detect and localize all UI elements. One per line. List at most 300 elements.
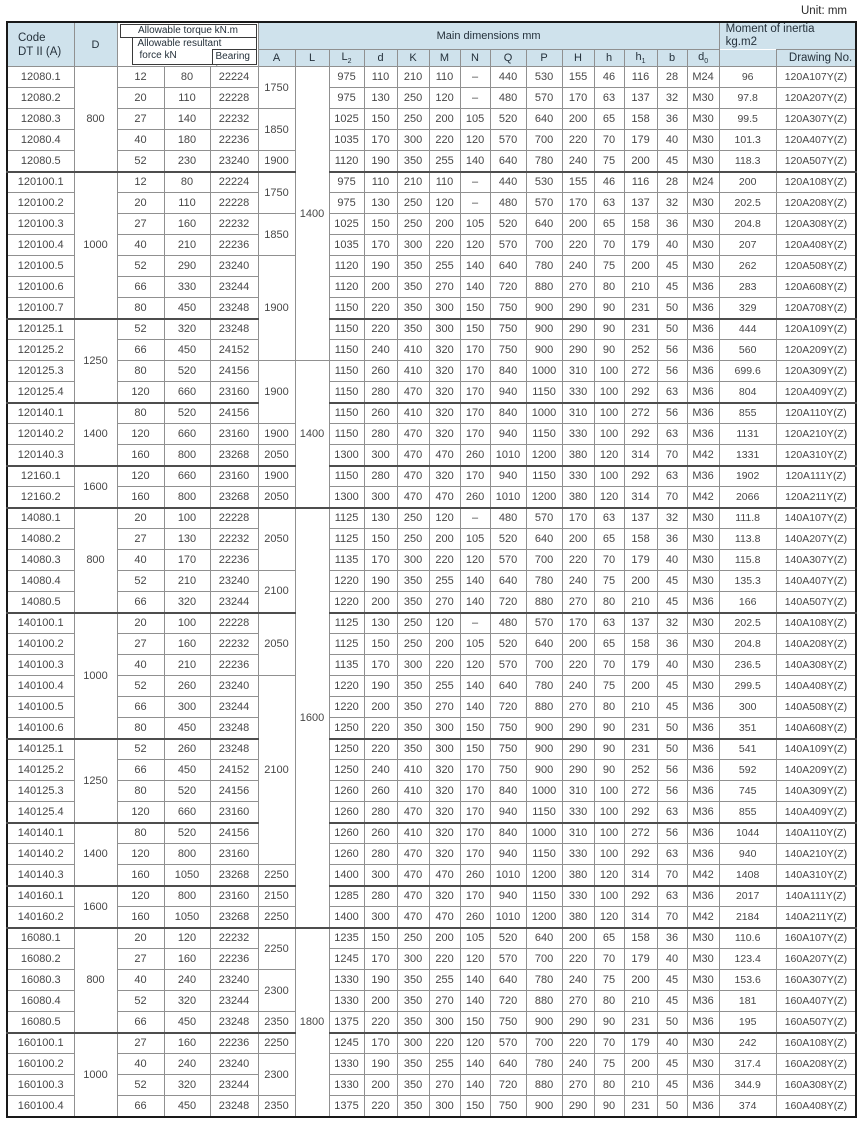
cell-code: 12080.3 bbox=[7, 109, 74, 130]
cell-b: 45 bbox=[657, 151, 687, 172]
cell-k: 350 bbox=[397, 1054, 429, 1075]
cell-h: 80 bbox=[594, 277, 624, 298]
cell-inertia: 1902 bbox=[719, 466, 776, 487]
cell-k: 210 bbox=[397, 172, 429, 193]
cell-k: 470 bbox=[397, 907, 429, 928]
cell-code: 120140.3 bbox=[7, 445, 74, 466]
cell-d0: M36 bbox=[687, 277, 719, 298]
cell-b: 45 bbox=[657, 571, 687, 592]
cell-k: 470 bbox=[397, 466, 429, 487]
cell-p: 640 bbox=[526, 928, 562, 949]
cell-d0: M30 bbox=[687, 655, 719, 676]
cell-q: 940 bbox=[490, 886, 526, 907]
cell-b: 63 bbox=[657, 886, 687, 907]
cell-h-cap: 155 bbox=[562, 172, 594, 193]
cell-torque: 40 bbox=[117, 655, 164, 676]
cell-h1: 252 bbox=[624, 760, 657, 781]
cell-inertia: 299.5 bbox=[719, 676, 776, 697]
cell-m: 255 bbox=[429, 1054, 460, 1075]
cell-torque: 27 bbox=[117, 949, 164, 970]
cell-l2: 1330 bbox=[329, 1075, 364, 1096]
table-row bbox=[7, 529, 856, 550]
cell-force: 120 bbox=[164, 928, 210, 949]
cell-m: 255 bbox=[429, 571, 460, 592]
cell-force: 660 bbox=[164, 802, 210, 823]
cell-d0: M30 bbox=[687, 571, 719, 592]
header-dim-h: h bbox=[594, 50, 624, 67]
cell-h1: 200 bbox=[624, 256, 657, 277]
cell-drawing: 120A608Y(Z) bbox=[776, 277, 856, 298]
cell-d-dim: 280 bbox=[364, 424, 397, 445]
cell-m: 200 bbox=[429, 634, 460, 655]
table-row bbox=[7, 1033, 856, 1054]
cell-drawing: 120A110Y(Z) bbox=[776, 403, 856, 424]
cell-code: 14080.3 bbox=[7, 550, 74, 571]
cell-torque: 20 bbox=[117, 613, 164, 634]
cell-torque: 52 bbox=[117, 1075, 164, 1096]
cell-d-dim: 170 bbox=[364, 1033, 397, 1054]
cell-n: 150 bbox=[460, 319, 490, 340]
cell-h1: 314 bbox=[624, 487, 657, 508]
cell-p: 880 bbox=[526, 1075, 562, 1096]
cell-p: 570 bbox=[526, 613, 562, 634]
cell-d-dim: 190 bbox=[364, 571, 397, 592]
cell-drawing: 140A409Y(Z) bbox=[776, 802, 856, 823]
cell-q: 480 bbox=[490, 88, 526, 109]
cell-h-cap: 290 bbox=[562, 340, 594, 361]
cell-q: 480 bbox=[490, 508, 526, 529]
cell-d0: M36 bbox=[687, 718, 719, 739]
cell-d0: M36 bbox=[687, 823, 719, 844]
table-row bbox=[7, 697, 856, 718]
cell-bearing: 23240 bbox=[210, 151, 258, 172]
cell-l2: 1250 bbox=[329, 718, 364, 739]
cell-p: 900 bbox=[526, 319, 562, 340]
cell-q: 480 bbox=[490, 193, 526, 214]
cell-n: 140 bbox=[460, 970, 490, 991]
cell-bearing: 23160 bbox=[210, 802, 258, 823]
cell-k: 350 bbox=[397, 151, 429, 172]
cell-l2: 1150 bbox=[329, 382, 364, 403]
cell-l2: 1330 bbox=[329, 991, 364, 1012]
cell-q: 640 bbox=[490, 571, 526, 592]
cell-inertia: 855 bbox=[719, 403, 776, 424]
cell-inertia: 153.6 bbox=[719, 970, 776, 991]
cell-l2: 1135 bbox=[329, 550, 364, 571]
cell-b: 45 bbox=[657, 970, 687, 991]
cell-n: 260 bbox=[460, 445, 490, 466]
cell-h: 46 bbox=[594, 67, 624, 88]
cell-inertia: 99.5 bbox=[719, 109, 776, 130]
cell-code: 14080.1 bbox=[7, 508, 74, 529]
cell-d0: M30 bbox=[687, 676, 719, 697]
cell-b: 36 bbox=[657, 928, 687, 949]
cell-h: 75 bbox=[594, 256, 624, 277]
cell-drawing: 140A608Y(Z) bbox=[776, 718, 856, 739]
cell-torque: 20 bbox=[117, 508, 164, 529]
cell-d0: M36 bbox=[687, 1075, 719, 1096]
cell-drawing: 140A207Y(Z) bbox=[776, 529, 856, 550]
cell-k: 250 bbox=[397, 529, 429, 550]
cell-code: 14080.5 bbox=[7, 592, 74, 613]
cell-b: 63 bbox=[657, 844, 687, 865]
cell-m: 270 bbox=[429, 277, 460, 298]
cell-force: 520 bbox=[164, 823, 210, 844]
cell-p: 530 bbox=[526, 67, 562, 88]
cell-code: 16080.4 bbox=[7, 991, 74, 1012]
cell-bearing: 23248 bbox=[210, 298, 258, 319]
table-row bbox=[7, 823, 856, 844]
cell-bearing: 23160 bbox=[210, 844, 258, 865]
cell-drawing: 120A308Y(Z) bbox=[776, 214, 856, 235]
cell-torque: 80 bbox=[117, 361, 164, 382]
cell-inertia: 262 bbox=[719, 256, 776, 277]
cell-torque: 27 bbox=[117, 214, 164, 235]
cell-d: 1600 bbox=[74, 886, 117, 928]
cell-d-dim: 130 bbox=[364, 508, 397, 529]
table-row bbox=[7, 130, 856, 151]
cell-code: 12080.2 bbox=[7, 88, 74, 109]
cell-code: 140125.2 bbox=[7, 760, 74, 781]
cell-h: 100 bbox=[594, 844, 624, 865]
cell-b: 40 bbox=[657, 1033, 687, 1054]
cell-k: 300 bbox=[397, 949, 429, 970]
cell-torque: 160 bbox=[117, 487, 164, 508]
cell-m: 320 bbox=[429, 802, 460, 823]
cell-l2: 1150 bbox=[329, 424, 364, 445]
cell-m: 470 bbox=[429, 487, 460, 508]
cell-inertia: 101.3 bbox=[719, 130, 776, 151]
cell-l: 1800 bbox=[295, 928, 329, 1117]
cell-h-cap: 200 bbox=[562, 928, 594, 949]
cell-l2: 1375 bbox=[329, 1096, 364, 1117]
cell-n: 120 bbox=[460, 235, 490, 256]
cell-l2: 975 bbox=[329, 193, 364, 214]
cell-m: 200 bbox=[429, 928, 460, 949]
cell-bearing: 22224 bbox=[210, 67, 258, 88]
cell-l2: 1035 bbox=[329, 130, 364, 151]
cell-a: 1900 bbox=[258, 466, 295, 487]
table-row bbox=[7, 361, 856, 382]
cell-inertia: 344.9 bbox=[719, 1075, 776, 1096]
table-row bbox=[7, 760, 856, 781]
cell-force: 170 bbox=[164, 550, 210, 571]
cell-inertia: 444 bbox=[719, 319, 776, 340]
cell-n: 170 bbox=[460, 802, 490, 823]
cell-force: 210 bbox=[164, 235, 210, 256]
cell-l2: 1125 bbox=[329, 613, 364, 634]
cell-d-dim: 220 bbox=[364, 319, 397, 340]
cell-h: 90 bbox=[594, 760, 624, 781]
cell-n: – bbox=[460, 88, 490, 109]
cell-d0: M36 bbox=[687, 1012, 719, 1033]
cell-a: 1750 bbox=[258, 67, 295, 109]
cell-d-dim: 200 bbox=[364, 991, 397, 1012]
cell-h1: 137 bbox=[624, 193, 657, 214]
cell-k: 350 bbox=[397, 970, 429, 991]
cell-h: 65 bbox=[594, 928, 624, 949]
cell-p: 900 bbox=[526, 718, 562, 739]
cell-l2: 1220 bbox=[329, 676, 364, 697]
cell-p: 640 bbox=[526, 109, 562, 130]
cell-inertia: 351 bbox=[719, 718, 776, 739]
cell-p: 1000 bbox=[526, 361, 562, 382]
cell-m: 320 bbox=[429, 886, 460, 907]
cell-m: 120 bbox=[429, 613, 460, 634]
cell-drawing: 120A408Y(Z) bbox=[776, 235, 856, 256]
cell-p: 880 bbox=[526, 592, 562, 613]
cell-torque: 52 bbox=[117, 256, 164, 277]
cell-d-dim: 260 bbox=[364, 361, 397, 382]
cell-k: 350 bbox=[397, 277, 429, 298]
table-row bbox=[7, 865, 856, 886]
cell-torque: 40 bbox=[117, 550, 164, 571]
cell-q: 570 bbox=[490, 235, 526, 256]
cell-bearing: 22232 bbox=[210, 529, 258, 550]
cell-m: 320 bbox=[429, 823, 460, 844]
cell-h1: 179 bbox=[624, 550, 657, 571]
cell-m: 270 bbox=[429, 991, 460, 1012]
table-row bbox=[7, 844, 856, 865]
cell-d-dim: 130 bbox=[364, 613, 397, 634]
cell-b: 50 bbox=[657, 319, 687, 340]
cell-bearing: 22236 bbox=[210, 550, 258, 571]
header-dim-m: M bbox=[429, 50, 460, 67]
cell-b: 28 bbox=[657, 67, 687, 88]
cell-l2: 1120 bbox=[329, 151, 364, 172]
cell-p: 1200 bbox=[526, 445, 562, 466]
cell-b: 63 bbox=[657, 802, 687, 823]
cell-q: 750 bbox=[490, 760, 526, 781]
cell-h1: 292 bbox=[624, 382, 657, 403]
cell-bearing: 22236 bbox=[210, 949, 258, 970]
cell-drawing: 160A408Y(Z) bbox=[776, 1096, 856, 1117]
header-dim-p: P bbox=[526, 50, 562, 67]
cell-bearing: 23244 bbox=[210, 1075, 258, 1096]
cell-h1: 231 bbox=[624, 1096, 657, 1117]
table-row bbox=[7, 802, 856, 823]
cell-torque: 80 bbox=[117, 298, 164, 319]
cell-bearing: 23248 bbox=[210, 1012, 258, 1033]
cell-q: 570 bbox=[490, 550, 526, 571]
cell-d0: M36 bbox=[687, 886, 719, 907]
cell-d-dim: 200 bbox=[364, 277, 397, 298]
table-header bbox=[7, 22, 856, 67]
cell-code: 12160.2 bbox=[7, 487, 74, 508]
cell-bearing: 22228 bbox=[210, 193, 258, 214]
cell-q: 750 bbox=[490, 1096, 526, 1117]
cell-l2: 1260 bbox=[329, 802, 364, 823]
cell-l2: 1120 bbox=[329, 256, 364, 277]
cell-n: 105 bbox=[460, 634, 490, 655]
cell-h-cap: 270 bbox=[562, 991, 594, 1012]
cell-drawing: 140A210Y(Z) bbox=[776, 844, 856, 865]
cell-b: 36 bbox=[657, 634, 687, 655]
cell-h1: 210 bbox=[624, 697, 657, 718]
cell-code: 120100.7 bbox=[7, 298, 74, 319]
cell-d-dim: 260 bbox=[364, 403, 397, 424]
cell-h: 100 bbox=[594, 466, 624, 487]
cell-l2: 1400 bbox=[329, 907, 364, 928]
cell-h: 65 bbox=[594, 109, 624, 130]
cell-p: 780 bbox=[526, 970, 562, 991]
cell-force: 180 bbox=[164, 130, 210, 151]
cell-p: 1000 bbox=[526, 823, 562, 844]
cell-torque: 52 bbox=[117, 151, 164, 172]
cell-code: 140160.1 bbox=[7, 886, 74, 907]
cell-l2: 975 bbox=[329, 172, 364, 193]
cell-torque: 160 bbox=[117, 445, 164, 466]
cell-m: 220 bbox=[429, 949, 460, 970]
cell-torque: 12 bbox=[117, 172, 164, 193]
spec-table bbox=[6, 21, 857, 1118]
cell-l2: 1300 bbox=[329, 445, 364, 466]
cell-d0: M30 bbox=[687, 508, 719, 529]
cell-p: 570 bbox=[526, 508, 562, 529]
cell-l2: 1125 bbox=[329, 508, 364, 529]
header-dim-n: N bbox=[460, 50, 490, 67]
cell-d0: M36 bbox=[687, 802, 719, 823]
cell-code: 140100.2 bbox=[7, 634, 74, 655]
cell-n: 170 bbox=[460, 403, 490, 424]
cell-d-dim: 300 bbox=[364, 445, 397, 466]
cell-h: 100 bbox=[594, 802, 624, 823]
cell-k: 470 bbox=[397, 445, 429, 466]
cell-n: 140 bbox=[460, 991, 490, 1012]
cell-n: – bbox=[460, 508, 490, 529]
table-row bbox=[7, 172, 856, 193]
table-row bbox=[7, 424, 856, 445]
cell-force: 230 bbox=[164, 151, 210, 172]
cell-h: 90 bbox=[594, 340, 624, 361]
cell-b: 36 bbox=[657, 214, 687, 235]
cell-m: 320 bbox=[429, 340, 460, 361]
cell-d0: M36 bbox=[687, 739, 719, 760]
cell-d-dim: 280 bbox=[364, 802, 397, 823]
table-row bbox=[7, 403, 856, 424]
cell-k: 250 bbox=[397, 193, 429, 214]
cell-d0: M36 bbox=[687, 319, 719, 340]
cell-h1: 292 bbox=[624, 466, 657, 487]
cell-n: 120 bbox=[460, 550, 490, 571]
cell-bearing: 22228 bbox=[210, 613, 258, 634]
cell-m: 300 bbox=[429, 739, 460, 760]
cell-k: 350 bbox=[397, 571, 429, 592]
table-row bbox=[7, 970, 856, 991]
cell-drawing: 120A211Y(Z) bbox=[776, 487, 856, 508]
cell-h1: 200 bbox=[624, 151, 657, 172]
cell-b: 56 bbox=[657, 340, 687, 361]
cell-force: 300 bbox=[164, 697, 210, 718]
cell-n: 170 bbox=[460, 340, 490, 361]
cell-p: 700 bbox=[526, 235, 562, 256]
cell-d-dim: 150 bbox=[364, 214, 397, 235]
cell-d0: M36 bbox=[687, 592, 719, 613]
cell-m: 200 bbox=[429, 109, 460, 130]
cell-h: 65 bbox=[594, 529, 624, 550]
cell-h1: 231 bbox=[624, 739, 657, 760]
cell-torque: 66 bbox=[117, 1012, 164, 1033]
cell-force: 160 bbox=[164, 1033, 210, 1054]
cell-h: 70 bbox=[594, 550, 624, 571]
cell-inertia: 236.5 bbox=[719, 655, 776, 676]
cell-q: 640 bbox=[490, 256, 526, 277]
cell-force: 80 bbox=[164, 67, 210, 88]
cell-p: 880 bbox=[526, 277, 562, 298]
cell-d-dim: 280 bbox=[364, 382, 397, 403]
cell-code: 140140.1 bbox=[7, 823, 74, 844]
table-row bbox=[7, 466, 856, 487]
cell-h-cap: 170 bbox=[562, 88, 594, 109]
cell-d-dim: 150 bbox=[364, 634, 397, 655]
cell-m: 320 bbox=[429, 760, 460, 781]
cell-h1: 272 bbox=[624, 823, 657, 844]
cell-code: 120100.1 bbox=[7, 172, 74, 193]
cell-p: 530 bbox=[526, 172, 562, 193]
table-row bbox=[7, 886, 856, 907]
cell-d-dim: 280 bbox=[364, 844, 397, 865]
cell-k: 300 bbox=[397, 1033, 429, 1054]
cell-p: 780 bbox=[526, 256, 562, 277]
cell-h-cap: 380 bbox=[562, 445, 594, 466]
cell-bearing: 23268 bbox=[210, 907, 258, 928]
header-moment-of-inertia bbox=[719, 22, 856, 50]
cell-force: 110 bbox=[164, 193, 210, 214]
cell-k: 300 bbox=[397, 655, 429, 676]
cell-l2: 1375 bbox=[329, 1012, 364, 1033]
cell-code: 140100.5 bbox=[7, 697, 74, 718]
cell-h1: 179 bbox=[624, 949, 657, 970]
cell-force: 320 bbox=[164, 592, 210, 613]
cell-torque: 52 bbox=[117, 676, 164, 697]
cell-l2: 1135 bbox=[329, 655, 364, 676]
cell-h-cap: 330 bbox=[562, 382, 594, 403]
cell-h-cap: 290 bbox=[562, 319, 594, 340]
cell-force: 290 bbox=[164, 256, 210, 277]
cell-drawing: 120A407Y(Z) bbox=[776, 130, 856, 151]
cell-d0: M36 bbox=[687, 403, 719, 424]
cell-h-cap: 290 bbox=[562, 298, 594, 319]
cell-d-dim: 150 bbox=[364, 109, 397, 130]
cell-d0: M30 bbox=[687, 1033, 719, 1054]
cell-h: 70 bbox=[594, 949, 624, 970]
cell-force: 160 bbox=[164, 949, 210, 970]
cell-bearing: 23240 bbox=[210, 970, 258, 991]
cell-d0: M30 bbox=[687, 634, 719, 655]
cell-bearing: 22228 bbox=[210, 508, 258, 529]
cell-h: 75 bbox=[594, 151, 624, 172]
cell-h-cap: 220 bbox=[562, 949, 594, 970]
cell-q: 570 bbox=[490, 949, 526, 970]
cell-bearing: 23240 bbox=[210, 1054, 258, 1075]
cell-h1: 272 bbox=[624, 403, 657, 424]
cell-n: – bbox=[460, 172, 490, 193]
cell-n: 120 bbox=[460, 130, 490, 151]
cell-n: 170 bbox=[460, 466, 490, 487]
cell-h: 65 bbox=[594, 634, 624, 655]
cell-bearing: 23244 bbox=[210, 277, 258, 298]
cell-d-dim: 190 bbox=[364, 1054, 397, 1075]
cell-p: 900 bbox=[526, 1012, 562, 1033]
cell-d0: M36 bbox=[687, 697, 719, 718]
cell-p: 1200 bbox=[526, 487, 562, 508]
cell-q: 840 bbox=[490, 823, 526, 844]
cell-h: 100 bbox=[594, 823, 624, 844]
cell-b: 40 bbox=[657, 655, 687, 676]
cell-m: 320 bbox=[429, 403, 460, 424]
cell-k: 350 bbox=[397, 1096, 429, 1117]
cell-torque: 27 bbox=[117, 1033, 164, 1054]
